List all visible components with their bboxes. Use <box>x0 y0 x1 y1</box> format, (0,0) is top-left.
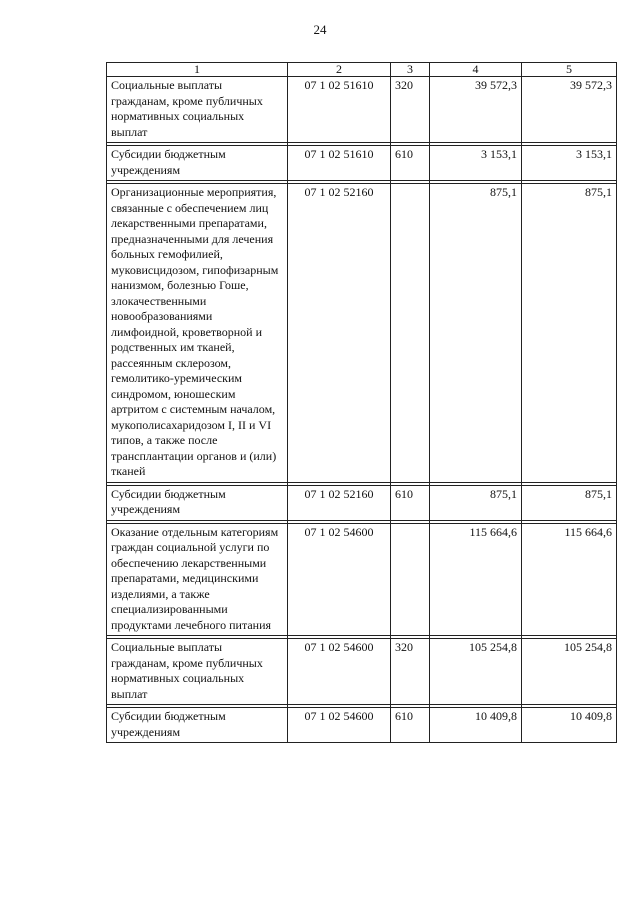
row-code: 07 1 02 51610 <box>288 77 391 143</box>
row-name: Организационные мероприятия, связанные с обеспечением лиц лекарственными препаратами, предназначенными для лечения больных гемофилией, муковисцидозом, гипофизарным нанизмом, болезнью Гоше, злокачественными новообразованиями лимфоидной, кроветворной и родственных им тканей, рассеянным склерозом, гемолитико-уремическим синдромом, юношеским артритом с системным началом, мукополисахаридозом I, II и VI типов, а также после трансплантации органов и (или) тканей <box>107 184 288 483</box>
table-row <box>107 639 617 705</box>
row-value-1: 115 664,6 <box>430 523 522 636</box>
row-name: Социальные выплаты гражданам, кроме публичных нормативных социальных выплат <box>107 639 288 705</box>
row-name: Субсидии бюджетным учреждениям <box>107 708 288 743</box>
row-name: Субсидии бюджетным учреждениям <box>107 146 288 181</box>
row-type <box>391 184 430 483</box>
row-value-1: 105 254,8 <box>430 639 522 705</box>
row-code: 07 1 02 52160 <box>288 485 391 520</box>
row-value-2: 115 664,6 <box>522 523 617 636</box>
row-name: Социальные выплаты гражданам, кроме публичных нормативных социальных выплат <box>107 77 288 143</box>
column-header: 4 <box>430 63 522 77</box>
row-value-2: 875,1 <box>522 485 617 520</box>
row-value-2: 39 572,3 <box>522 77 617 143</box>
table-row <box>107 485 617 520</box>
row-type <box>391 523 430 636</box>
row-value-1: 39 572,3 <box>430 77 522 143</box>
table-header-row <box>107 63 617 77</box>
row-name: Субсидии бюджетным учреждениям <box>107 485 288 520</box>
row-code: 07 1 02 52160 <box>288 184 391 483</box>
row-type: 610 <box>391 708 430 743</box>
row-value-1: 875,1 <box>430 184 522 483</box>
column-header: 3 <box>391 63 430 77</box>
table-row <box>107 184 617 483</box>
row-type: 320 <box>391 77 430 143</box>
row-name: Оказание отдельным категориям граждан социальной услуги по обеспечению лекарственными препаратами, медицинскими изделиями, а также специализированными продуктами лечебного питания <box>107 523 288 636</box>
row-value-1: 10 409,8 <box>430 708 522 743</box>
row-code: 07 1 02 51610 <box>288 146 391 181</box>
row-type: 610 <box>391 485 430 520</box>
column-header: 5 <box>522 63 617 77</box>
page-number: 24 <box>313 22 327 37</box>
table-row <box>107 708 617 743</box>
row-value-1: 875,1 <box>430 485 522 520</box>
budget-table <box>106 62 617 743</box>
row-value-2: 3 153,1 <box>522 146 617 181</box>
row-value-2: 875,1 <box>522 184 617 483</box>
table-row <box>107 523 617 636</box>
row-value-2: 10 409,8 <box>522 708 617 743</box>
row-code: 07 1 02 54600 <box>288 639 391 705</box>
table-row <box>107 146 617 181</box>
column-header: 2 <box>288 63 391 77</box>
row-type: 610 <box>391 146 430 181</box>
column-header: 1 <box>107 63 288 77</box>
row-type: 320 <box>391 639 430 705</box>
row-value-2: 105 254,8 <box>522 639 617 705</box>
row-code: 07 1 02 54600 <box>288 523 391 636</box>
row-value-1: 3 153,1 <box>430 146 522 181</box>
row-code: 07 1 02 54600 <box>288 708 391 743</box>
table-row <box>107 77 617 143</box>
